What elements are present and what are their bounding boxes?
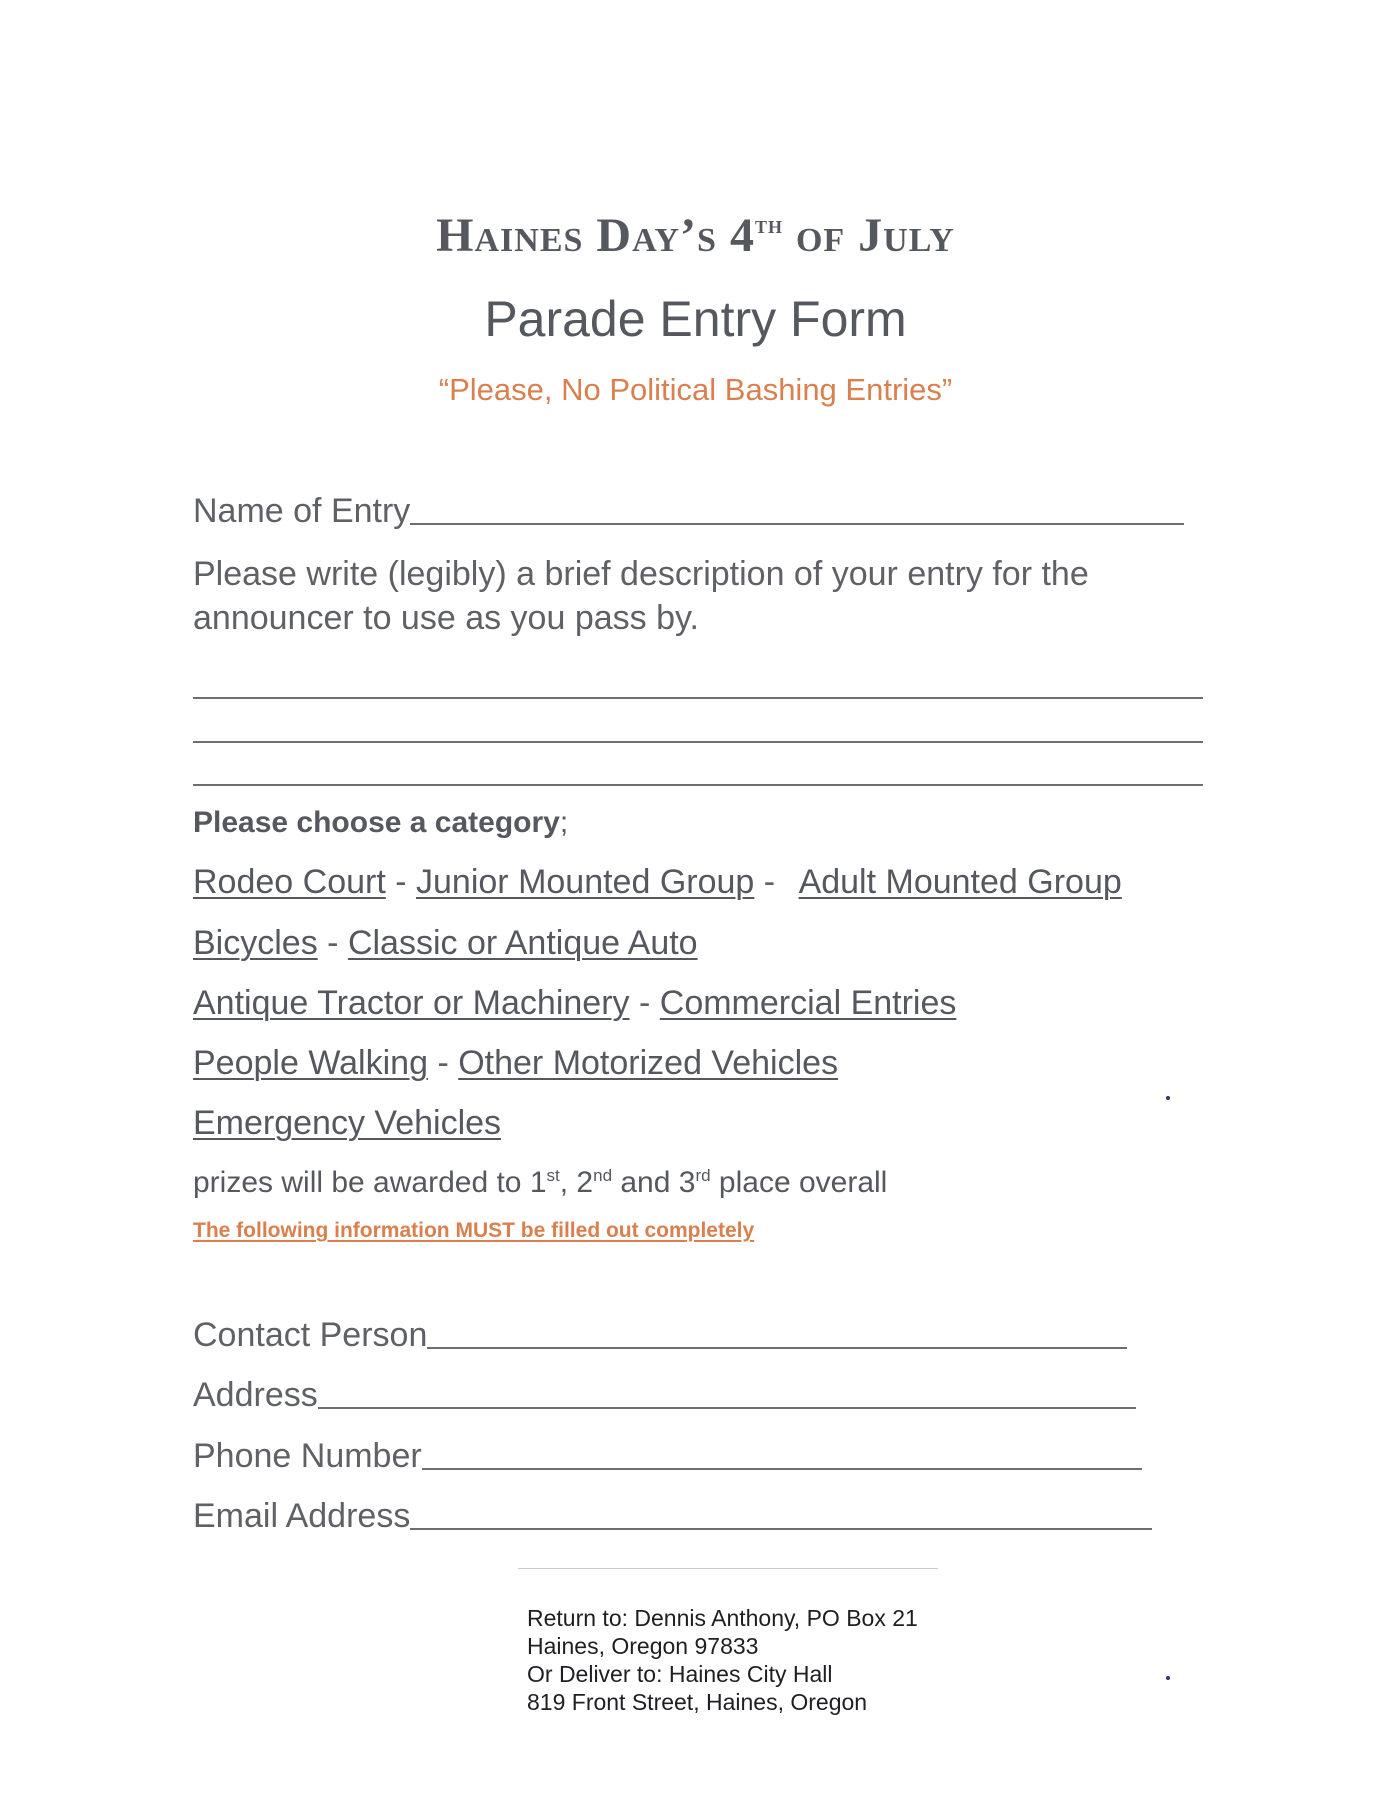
return-address	[527, 1604, 918, 1716]
category-junior-mounted-group[interactable]: Junior Mounted Group	[416, 863, 755, 901]
scan-speck	[1166, 1676, 1170, 1680]
description-blank-line-2[interactable]	[193, 741, 1203, 743]
description-instructions	[193, 552, 1193, 640]
category-row-4	[193, 1044, 838, 1083]
category-people-walking[interactable]: People Walking	[193, 1044, 428, 1082]
email-address-field	[193, 1497, 1152, 1536]
prizes-part-1: prizes will be awarded to 1	[193, 1166, 547, 1199]
description-line-1: Please write (legibly) a brief description of your entry for the	[193, 555, 1089, 593]
category-bicycles[interactable]: Bicycles	[193, 924, 318, 962]
return-line-4: 819 Front Street, Haines, Oregon	[527, 1689, 868, 1715]
category-separator: -	[763, 863, 776, 901]
name-of-entry-label: Name of Entry	[193, 492, 411, 530]
name-of-entry-field	[193, 492, 1184, 531]
category-commercial-entries[interactable]: Commercial Entries	[659, 984, 957, 1022]
category-row-2	[193, 924, 698, 963]
heading-text-post: of July	[782, 209, 955, 262]
category-rodeo-court[interactable]: Rodeo Court	[193, 863, 386, 901]
political-notice: “Please, No Political Bashing Entries”	[438, 372, 953, 407]
heading-text-pre: Haines Day’s 4	[436, 209, 755, 262]
category-separator: -	[395, 863, 407, 901]
category-separator: -	[327, 924, 339, 962]
contact-person-field	[193, 1316, 1127, 1355]
email-address-label: Email Address	[193, 1497, 411, 1535]
address-field	[193, 1376, 1136, 1415]
email-address-line[interactable]	[410, 1527, 1152, 1530]
prizes-part-2: , 2	[559, 1166, 594, 1199]
category-other-motorized-vehicles[interactable]: Other Motorized Vehicles	[458, 1044, 839, 1082]
category-separator: -	[638, 984, 651, 1022]
return-line-1: Return to: Dennis Anthony, PO Box 21	[527, 1605, 918, 1631]
category-row-5	[193, 1104, 501, 1143]
category-emergency-vehicles[interactable]: Emergency Vehicles	[193, 1104, 502, 1142]
prizes-sup-1: st	[546, 1166, 560, 1185]
category-row-3	[193, 984, 956, 1023]
form-heading	[0, 208, 1391, 263]
prizes-sup-3: rd	[695, 1166, 711, 1185]
category-separator: -	[437, 1044, 449, 1082]
divider	[518, 1568, 938, 1569]
category-classic-antique-auto[interactable]: Classic or Antique Auto	[347, 924, 698, 962]
category-row-1	[193, 863, 1122, 902]
description-blank-line-1[interactable]	[193, 697, 1203, 699]
return-line-3: Or Deliver to: Haines City Hall	[527, 1661, 833, 1687]
required-notice: The following information MUST be filled out completely	[193, 1219, 755, 1242]
prizes-part-3: and 3	[612, 1166, 696, 1199]
address-line[interactable]	[318, 1406, 1136, 1409]
category-antique-tractor[interactable]: Antique Tractor or Machinery	[193, 984, 630, 1022]
name-of-entry-line[interactable]	[410, 522, 1184, 525]
phone-number-field	[193, 1437, 1142, 1476]
category-adult-mounted-group[interactable]: Adult Mounted Group	[798, 863, 1122, 901]
form-subtitle: Parade Entry Form	[484, 291, 907, 347]
prizes-sup-2: nd	[593, 1166, 613, 1185]
category-heading	[193, 806, 568, 840]
heading-superscript: th	[754, 210, 783, 239]
address-label: Address	[193, 1376, 318, 1414]
category-heading-suffix: ;	[559, 806, 569, 839]
contact-person-label: Contact Person	[193, 1316, 428, 1354]
description-line-2: announcer to use as you pass by.	[193, 599, 699, 637]
contact-person-line[interactable]	[427, 1346, 1127, 1349]
prizes-text	[193, 1166, 887, 1200]
scan-speck	[1166, 1096, 1170, 1100]
return-line-2: Haines, Oregon 97833	[527, 1633, 759, 1659]
phone-number-line[interactable]	[422, 1467, 1142, 1470]
prizes-part-4: place overall	[710, 1166, 888, 1199]
phone-number-label: Phone Number	[193, 1437, 422, 1475]
category-heading-text: Please choose a category	[193, 806, 560, 839]
description-blank-line-3[interactable]	[193, 784, 1203, 786]
